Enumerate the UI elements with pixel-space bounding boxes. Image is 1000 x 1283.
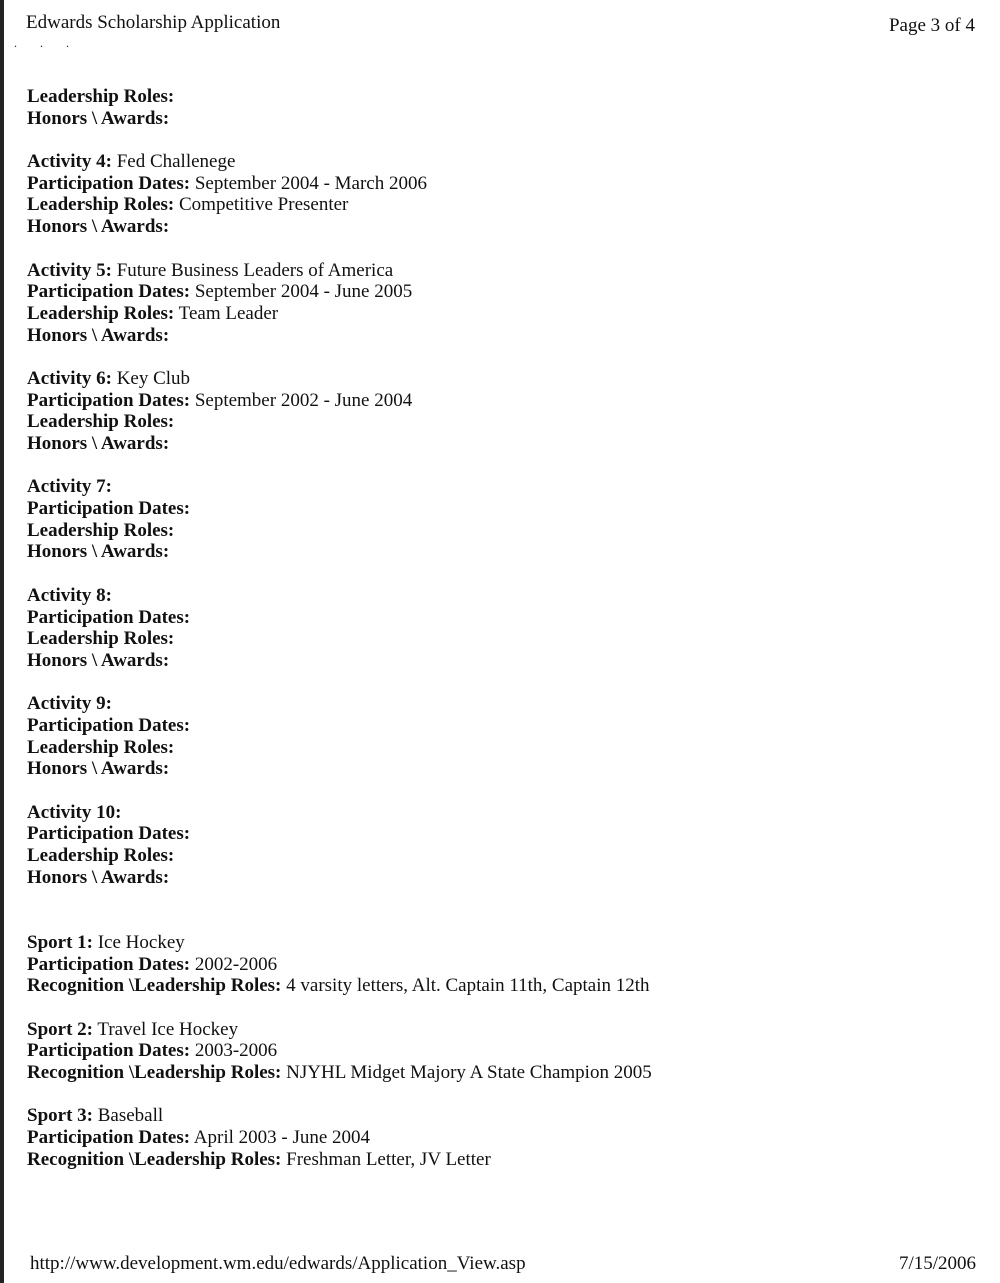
- scan-marks: . . .: [14, 36, 79, 50]
- activity-block: [27, 802, 967, 889]
- recognition-roles: NJYHL Midget Majory A State Champion 2005: [286, 1061, 652, 1083]
- recognition-roles: Freshman Letter, JV Letter: [286, 1148, 491, 1170]
- recognition-roles: 4 varsity letters, Alt. Captain 11th, Captain 12th: [286, 975, 650, 997]
- activity-3-continued: [27, 86, 967, 129]
- activity-name: Fed Challenege: [116, 151, 236, 173]
- leadership-label: Leadership Roles:: [27, 194, 175, 216]
- activity-label: Activity 5:: [27, 259, 112, 281]
- sport-name: Baseball: [97, 1105, 164, 1127]
- participation-dates: September 2002 - June 2004: [194, 389, 413, 411]
- activity-label: Activity 9:: [27, 693, 112, 715]
- participation-label: Participation Dates:: [27, 1127, 191, 1149]
- recognition-label: Recognition \Leadership Roles:: [27, 975, 282, 997]
- participation-label: Participation Dates:: [27, 389, 191, 411]
- activity-block: [27, 693, 967, 780]
- activity-label: Activity 10:: [27, 801, 122, 823]
- activity-name: Future Business Leaders of America: [116, 259, 394, 281]
- participation-dates: 2002-2006: [194, 953, 278, 975]
- sport-label: Sport 3:: [27, 1105, 93, 1127]
- leadership-label: Leadership Roles:: [27, 86, 175, 107]
- scan-edge: [0, 0, 4, 1283]
- honors-label: Honors \ Awards:: [27, 107, 170, 129]
- leadership-roles: Competitive Presenter: [179, 194, 349, 216]
- activity-label: Activity 4:: [27, 151, 112, 173]
- sport-block: [27, 1105, 967, 1170]
- activity-block: [27, 585, 967, 672]
- honors-label: Honors \ Awards:: [27, 758, 170, 780]
- activity-block: [27, 151, 967, 238]
- activity-block: [27, 368, 967, 455]
- participation-label: Participation Dates:: [27, 498, 191, 520]
- sport-label: Sport 2:: [27, 1018, 93, 1040]
- honors-label: Honors \ Awards:: [27, 541, 170, 563]
- leadership-label: Leadership Roles:: [27, 736, 175, 758]
- sport-name: Ice Hockey: [97, 931, 185, 953]
- participation-label: Participation Dates:: [27, 1040, 191, 1062]
- honors-label: Honors \ Awards:: [27, 649, 170, 671]
- honors-label: Honors \ Awards:: [27, 866, 170, 888]
- activity-label: Activity 7:: [27, 476, 112, 498]
- participation-label: Participation Dates:: [27, 606, 191, 628]
- activity-label: Activity 6:: [27, 367, 112, 389]
- honors-label: Honors \ Awards:: [27, 324, 170, 346]
- participation-label: Participation Dates:: [27, 172, 191, 194]
- leadership-label: Leadership Roles:: [27, 519, 175, 541]
- activity-name: Key Club: [116, 367, 191, 389]
- leadership-label: Leadership Roles:: [27, 628, 175, 650]
- participation-dates: April 2003 - June 2004: [193, 1127, 371, 1149]
- leadership-label: Leadership Roles:: [27, 302, 175, 324]
- leadership-label: Leadership Roles:: [27, 411, 175, 433]
- application-content: [27, 86, 967, 1170]
- leadership-roles: Team Leader: [178, 302, 279, 324]
- activity-label: Activity 8:: [27, 584, 112, 606]
- honors-label: Honors \ Awards:: [27, 216, 170, 238]
- recognition-label: Recognition \Leadership Roles:: [27, 1061, 282, 1083]
- honors-label: Honors \ Awards:: [27, 433, 170, 454]
- participation-label: Participation Dates:: [27, 953, 191, 975]
- recognition-label: Recognition \Leadership Roles:: [27, 1148, 282, 1170]
- participation-dates: September 2004 - June 2005: [194, 281, 413, 303]
- participation-dates: 2003-2006: [194, 1040, 278, 1062]
- participation-dates: September 2004 - March 2006: [194, 172, 427, 194]
- page-number: Page 3 of 4: [888, 15, 975, 36]
- sport-block: [27, 932, 967, 997]
- participation-label: Participation Dates:: [27, 281, 191, 303]
- sport-label: Sport 1:: [27, 931, 93, 953]
- participation-label: Participation Dates:: [27, 714, 191, 736]
- leadership-label: Leadership Roles:: [27, 845, 175, 867]
- sport-block: [27, 1019, 967, 1084]
- document-title: Edwards Scholarship Application: [26, 12, 281, 33]
- participation-label: Participation Dates:: [27, 823, 191, 845]
- sport-name: Travel Ice Hockey: [97, 1018, 239, 1040]
- activity-block: [27, 476, 967, 563]
- footer-url: http://www.development.wm.edu/edwards/Application_View.asp: [30, 1253, 526, 1274]
- activity-block: [27, 260, 967, 347]
- footer-date: 7/15/2006: [898, 1253, 976, 1274]
